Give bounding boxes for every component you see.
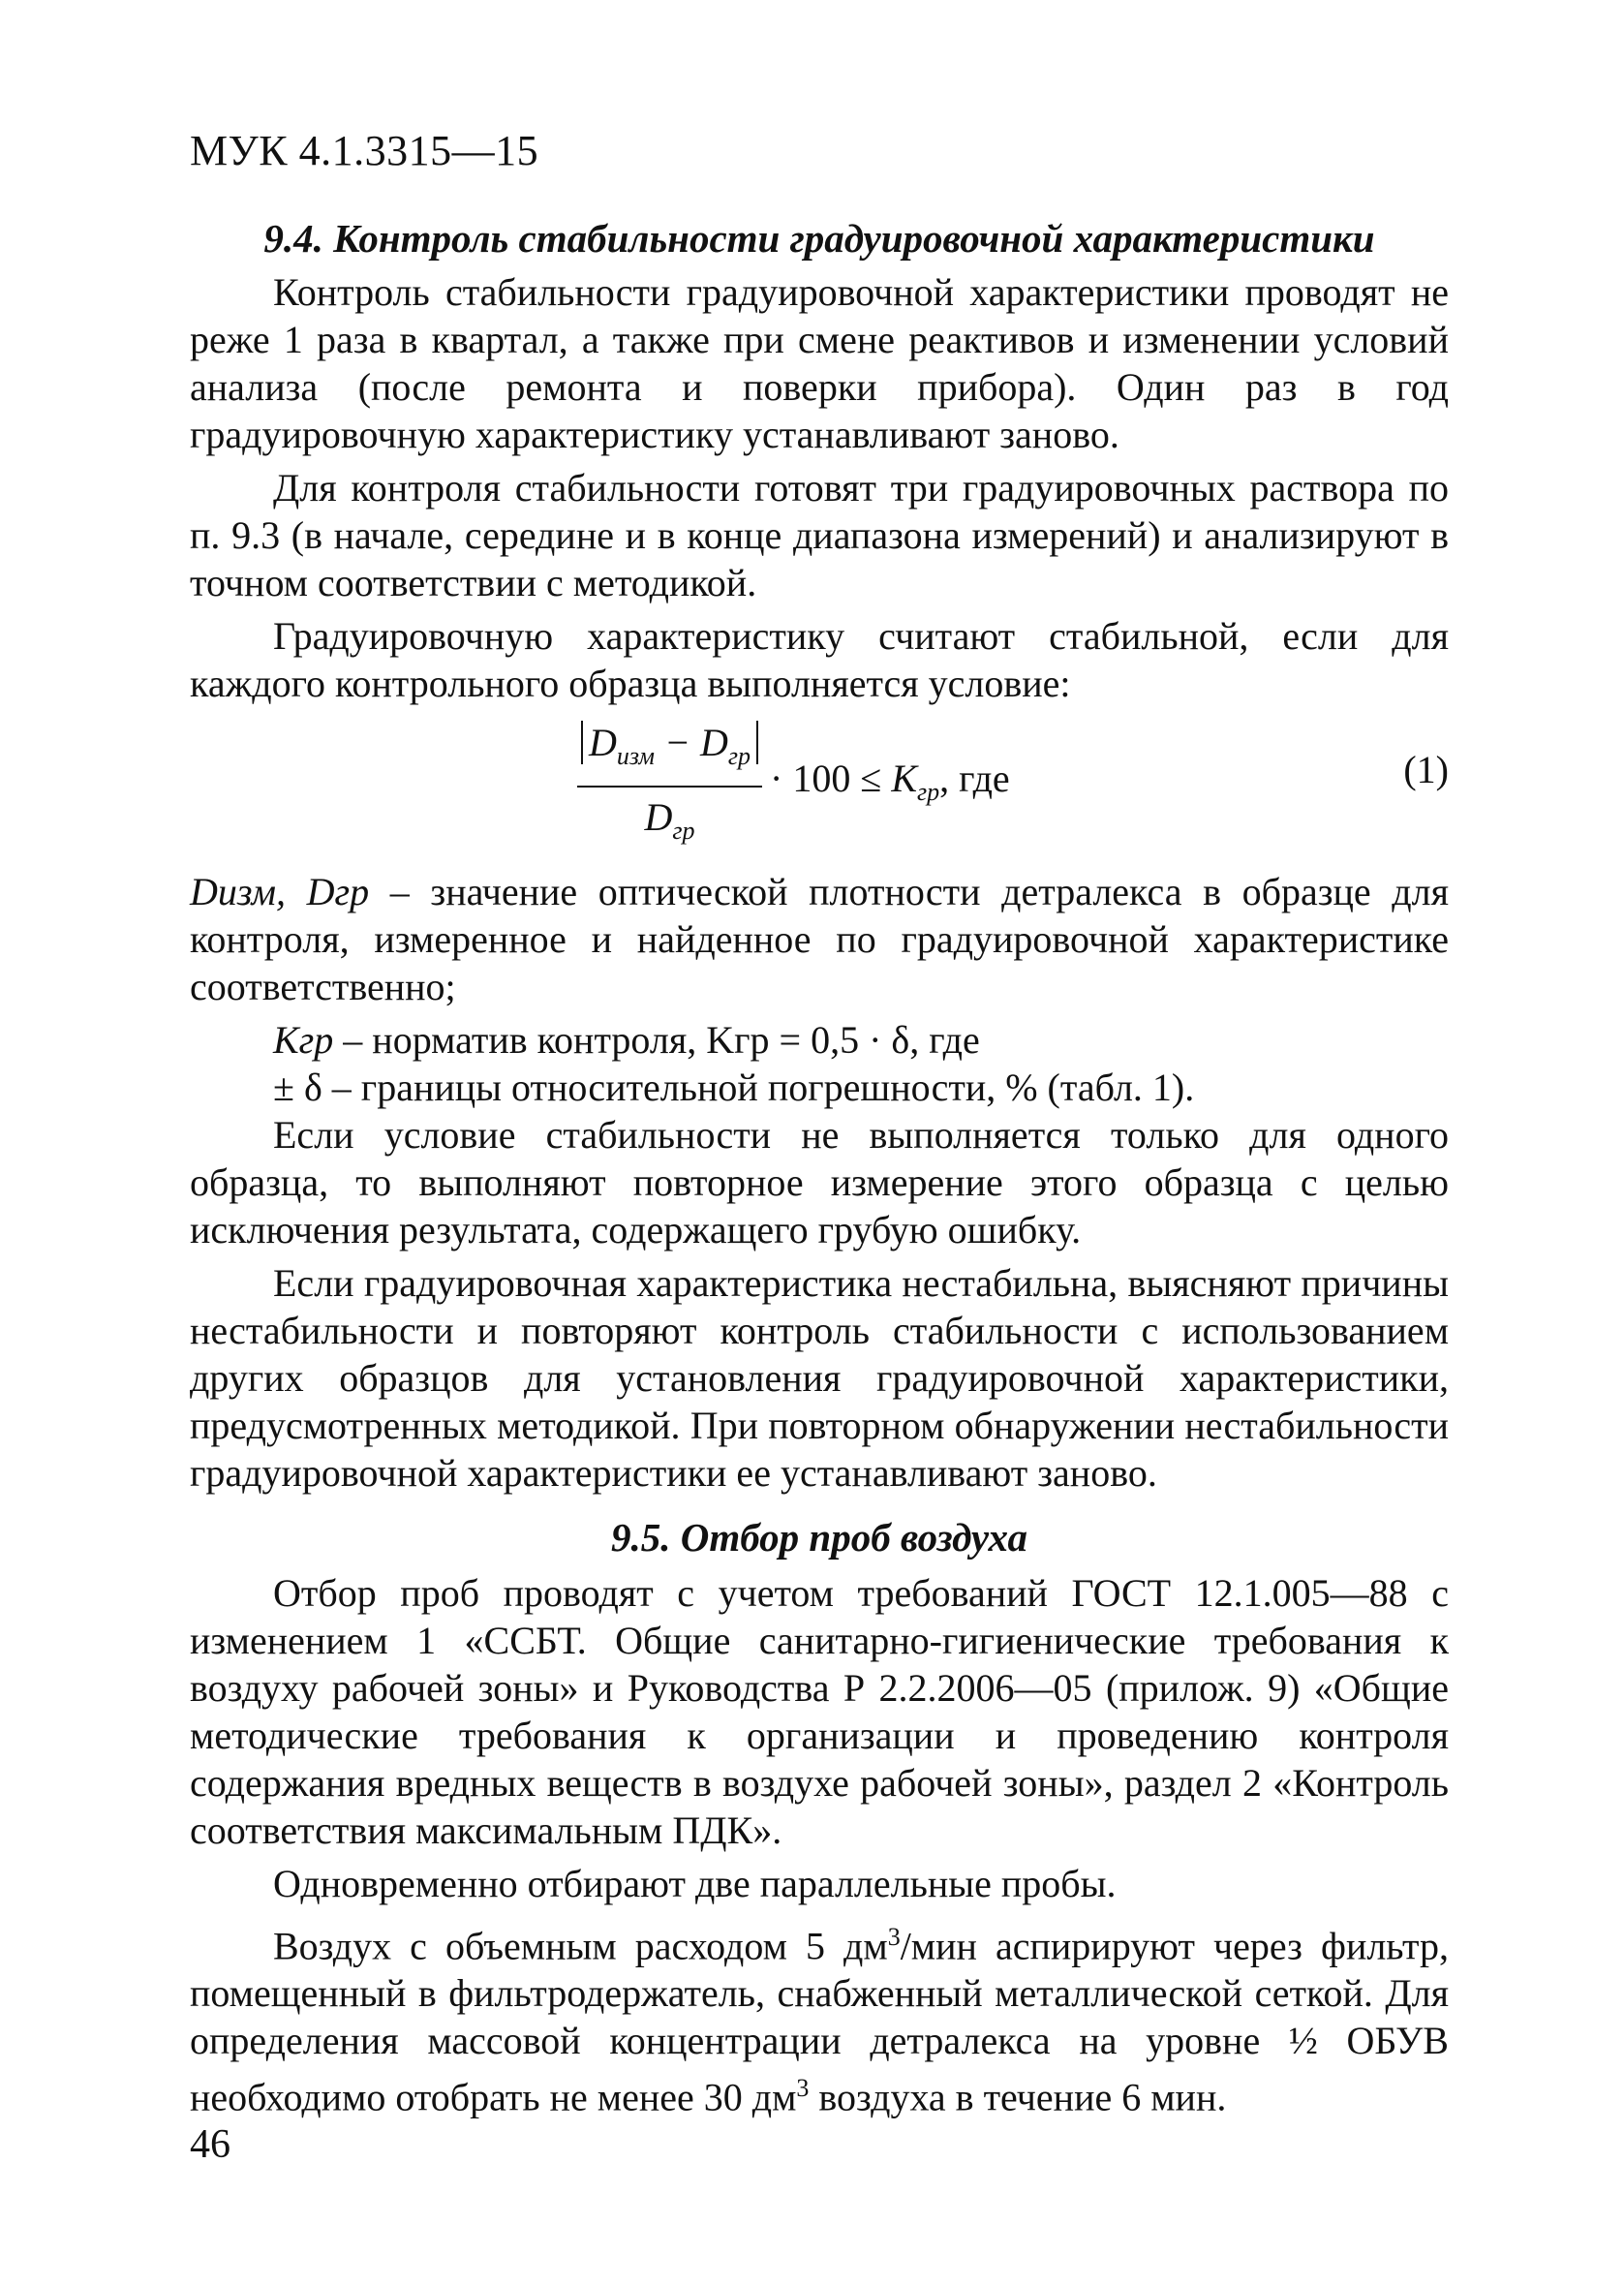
paragraph: Если условие стабильности не выполняется только для одного образца, то выполняют повторное измерение этого образца с целью исключения результата, содержащего грубую ошибку. (190, 1113, 1449, 1252)
paragraph: Контроль стабильности градуировочной характеристики проводят не реже 1 раза в квартал, а также при смене реактивов и изменении условий анализа (после ремонта и поверки прибора). Один раз в год градуировочную характеристику устанавливают заново. (190, 270, 1449, 456)
paragraph: Градуировочную характеристику считают стабильной, если для каждого контрольного образца выполняется условие: (190, 614, 1449, 705)
fraction-numerator (577, 719, 762, 788)
document-code: МУК 4.1.3315—15 (190, 127, 539, 174)
section-heading-9-5: 9.5. Отбор проб воздуха (610, 1515, 1028, 1560)
paragraph: Отбор проб проводят с учетом требований ГОСТ 12.1.005—88 с изменением 1 «ССБТ. Общие санитарно-гигиенические требования к воздуху рабочей зоны» и Руководства Р 2.2.2006—05 (прилож. 9) «Общие методические требования к организации и проведению контроля содержания вредных веществ в воздухе рабочей зоны», раздел 2 «Контроль соответствия максимальным ПДК». (190, 1571, 1449, 1852)
paragraph: Одновременно отбирают две параллельные пробы. (273, 1862, 1117, 1905)
fraction-denominator: $D_{гр}$ (644, 795, 695, 845)
page-body (190, 215, 1449, 2121)
definition-k: Kгр – норматив контроля, Kгр = 0,5 · δ, где (273, 1018, 980, 1062)
fraction (577, 719, 762, 854)
formula-right-side: · $100 \le K_{гр}$, где (770, 756, 1010, 806)
page-number: 46 (190, 2122, 230, 2167)
definition-delta: ± δ – границы относительной погрешности, % (табл. 1). (273, 1066, 1195, 1109)
paragraph: Если градуировочная характеристика нестабильна, выясняют причины нестабильности и повторяют контроль стабильности с использованием других образцов для установления градуировочной характеристики, предусмотренных методикой. При повторном обнаружении нестабильности градуировочной характеристики ее устанавливают заново. (190, 1261, 1449, 1495)
equation-number: (1) (1403, 748, 1449, 791)
absolute-value: $D_{изм} - D_{гр}$ (581, 721, 758, 764)
stability-formula (577, 719, 1010, 854)
definition-d: Dизм, Dгр – значение оптической плотности детралекса в образце для контроля, измеренное и найденное по градуировочной характеристике соответственно; (190, 870, 1450, 1008)
formula-block (190, 713, 1449, 858)
paragraph: Для контроля стабильности готовят три градуировочных раствора по п. 9.3 (в начале, середине и в конце диапазона измерений) и анализируют в точном соответствии с методикой. (190, 466, 1449, 604)
section-heading-9-4: 9.4. Контроль стабильности градуировочной характеристики (263, 216, 1375, 261)
paragraph: Воздух с объемным расходом 5 $дм^3$/мин аспирируют через фильтр, помещенный в фильтродержатель, снабженный металлической сеткой. Для определения массовой концентрации детралекса на уровне ½ ОБУВ необходимо отобрать не менее 30 $дм^3$ воздуха в течение 6 мин. (190, 1923, 1449, 2119)
